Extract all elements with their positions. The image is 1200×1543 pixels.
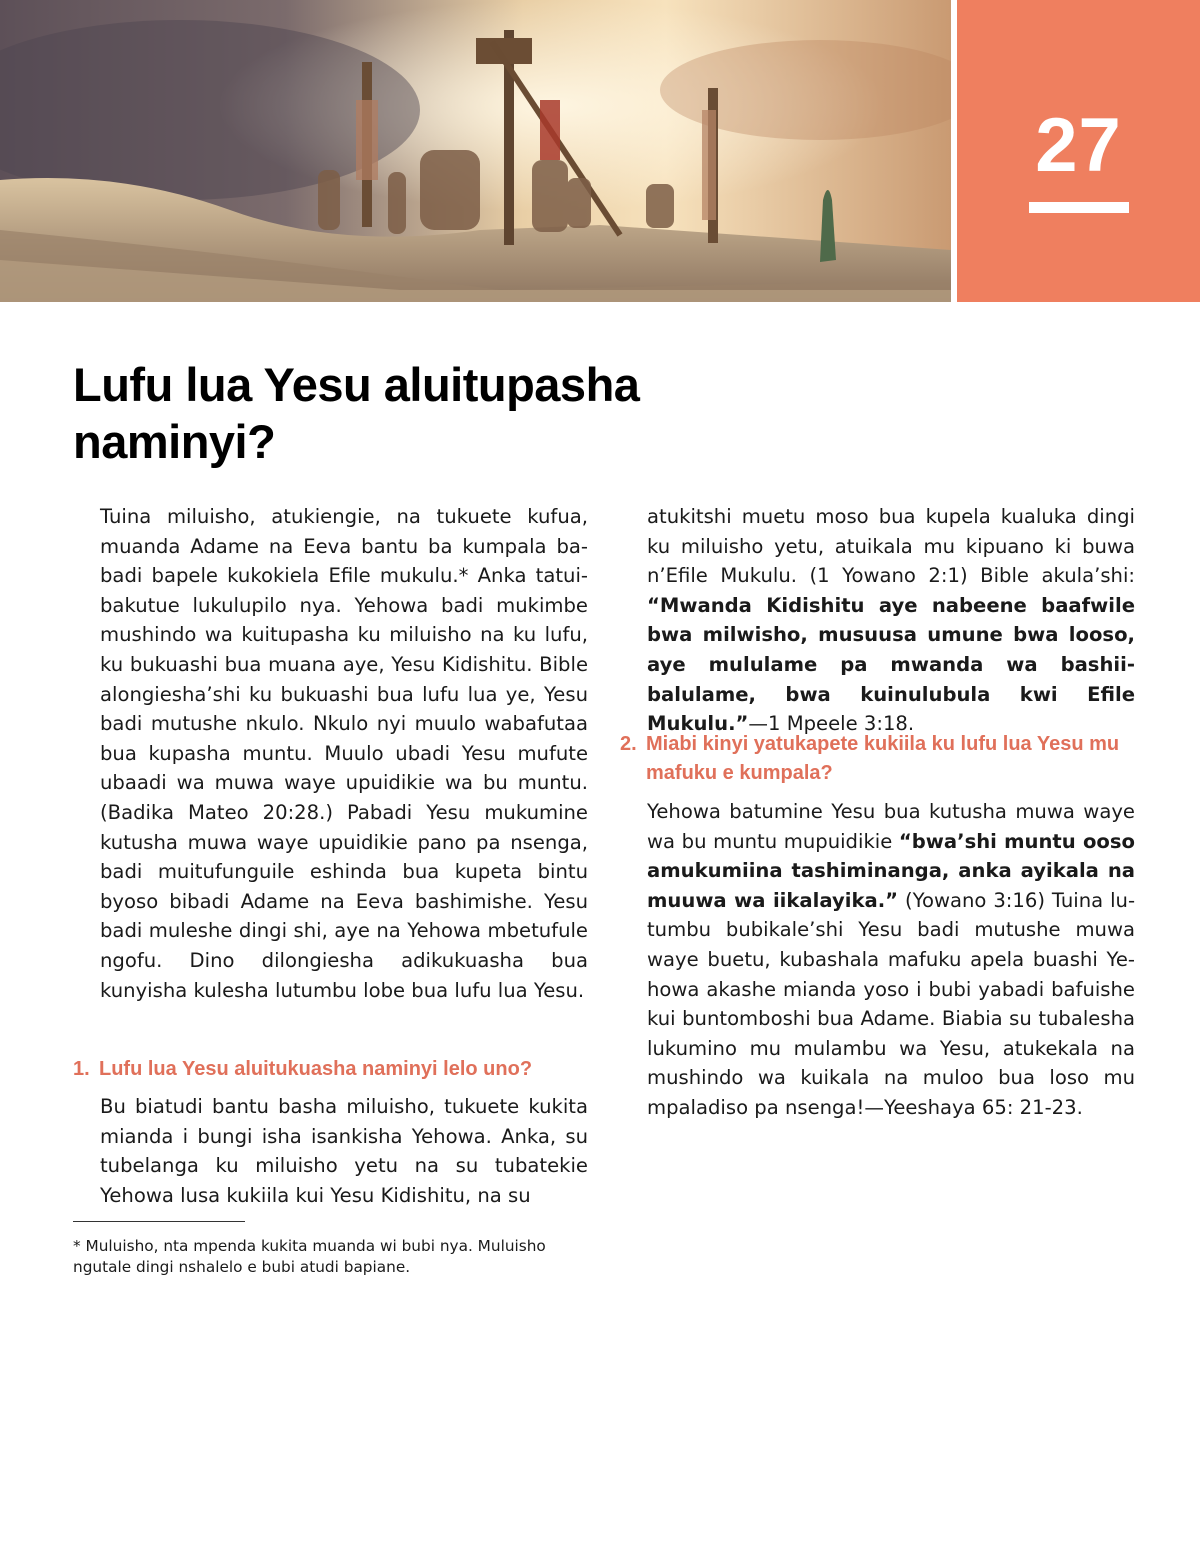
section-1-continuation-text: atukitshi muetu moso bua kupela kualuka dingi ku miluisho yetu, atuikala mu kipuano ki buwa n’Efile Mukulu. (1 Yowano 2:1) Bible akula’shi: [647, 505, 1135, 588]
footnote-divider [73, 1221, 245, 1222]
section-1-continuation [647, 502, 1135, 739]
section-2-text [647, 797, 1135, 1123]
chapter-number-underline [1029, 202, 1129, 213]
footnote: * Muluisho, nta mpenda kukita muanda wi bubi nya. Muluisho ngutale dingi nshalelo e bubi atudi bapiane. [73, 1237, 546, 1276]
hero-image [0, 0, 951, 302]
section-2-number: 2. [620, 733, 637, 755]
crucifixion-scene-illustration [0, 0, 951, 302]
page-title: Lufu lua Yesu aluitupasha naminyi? [73, 358, 640, 468]
chapter-number-box [957, 0, 1200, 302]
scripture-quote-yowano: “bwa’shi muntu ooso amukumiina tashiminanga, anka ayikala na muuwa wa iikalayika.” [647, 829, 1135, 912]
section-1-question-text: Lufu lua Yesu aluitukuasha naminyi lelo uno? [99, 1058, 533, 1080]
scripture-citation-1-mpeele: —1 Mpeele 3:18. [748, 712, 915, 736]
section-1-number: 1. [73, 1058, 90, 1080]
section-2-question-text: Miabi kinyi yatukapete kukiila ku lufu lua Yesu mu mafuku e kumpala? [646, 733, 1120, 784]
section-2-text-before: Yehowa batumine Yesu bua kutusha muwa waye wa bu muntu mupuidikie [647, 800, 1135, 853]
section-2-text-after: (Yowano 3:16) Tuina lutumbu bubikale’shi Yesu badi mutushe muwa waye buetu, kubashala mafuku apela buashi Yehowa akashe mianda yoso i bubi yabadi bafuishe kui buntomboshi bua Adame. Biabia su tubalesha lukumino mu mulambu wa Yesu, atukekala na mushindo wa kuikala na muloo bua loso mu mpaladiso pa nsenga!—Yeeshaya 65: 21-23. [647, 888, 1136, 1119]
section-2-body [647, 797, 1135, 1123]
chapter-number: 27 [1035, 103, 1122, 188]
section-1-body-left [100, 1092, 588, 1210]
intro-paragraph [100, 502, 588, 1005]
section-1-question [73, 1055, 593, 1084]
intro-text: Tuina miluisho, atukiengie, na tukuete kufua, muanda Adame na Eeva bantu ba kumpala babadi bapele kukokiela Efile mukulu.* Anka tatuibakutue lukulupilo nya. Yehowa badi mukimbe mushindo wa kuitupasha ku miluisho na ku lufu, ku bukuashi bua muana aye, Yesu Kidishitu. Bible alongiesha’shi ku bukuashi bua lufu lua ye, Yesu badi mutushe nkulo. Nkulo nyi muulo wabafutaa bua kupasha muntu. Muulo ubadi Yesu mufute ubaadi wa muwa waye upuidikie wa bu muntu. (Badika Mateo 20:28.) Pabadi Yesu mukumine kutusha muwa waye upuidikie pano pa nsenga, badi muitufunguile eshinda bua kupeta bintu byoso bibadi Adame na Eeva bashimishe. Yesu badi muleshe dingi shi, aye na Yehowa mbetufule ngofu. Dino dilongiesha adikukuasha bua kunyisha kulesha lutumbu lobe bua lufu lua Yesu. [100, 505, 588, 1002]
scripture-quote-1-mpeele: “Mwanda Kidishitu aye nabeene baafwile bwa milwisho, musuusa umune bwa looso, aye mululame pa mwanda wa bashii-balulame, bwa kuinulubula kwi Efile Mukulu.” [647, 593, 1135, 736]
section-2-question [620, 730, 1140, 788]
section-1-body-text: Bu biatudi bantu basha miluisho, tukuete kukita mianda i bungi isha isankisha Yehowa. Anka, su tubelanga ku miluisho yetu na su tubatekie Yehowa lusa kukiila kui Yesu Kidishitu, na su [100, 1095, 588, 1207]
section-1-body-right [647, 502, 1135, 739]
